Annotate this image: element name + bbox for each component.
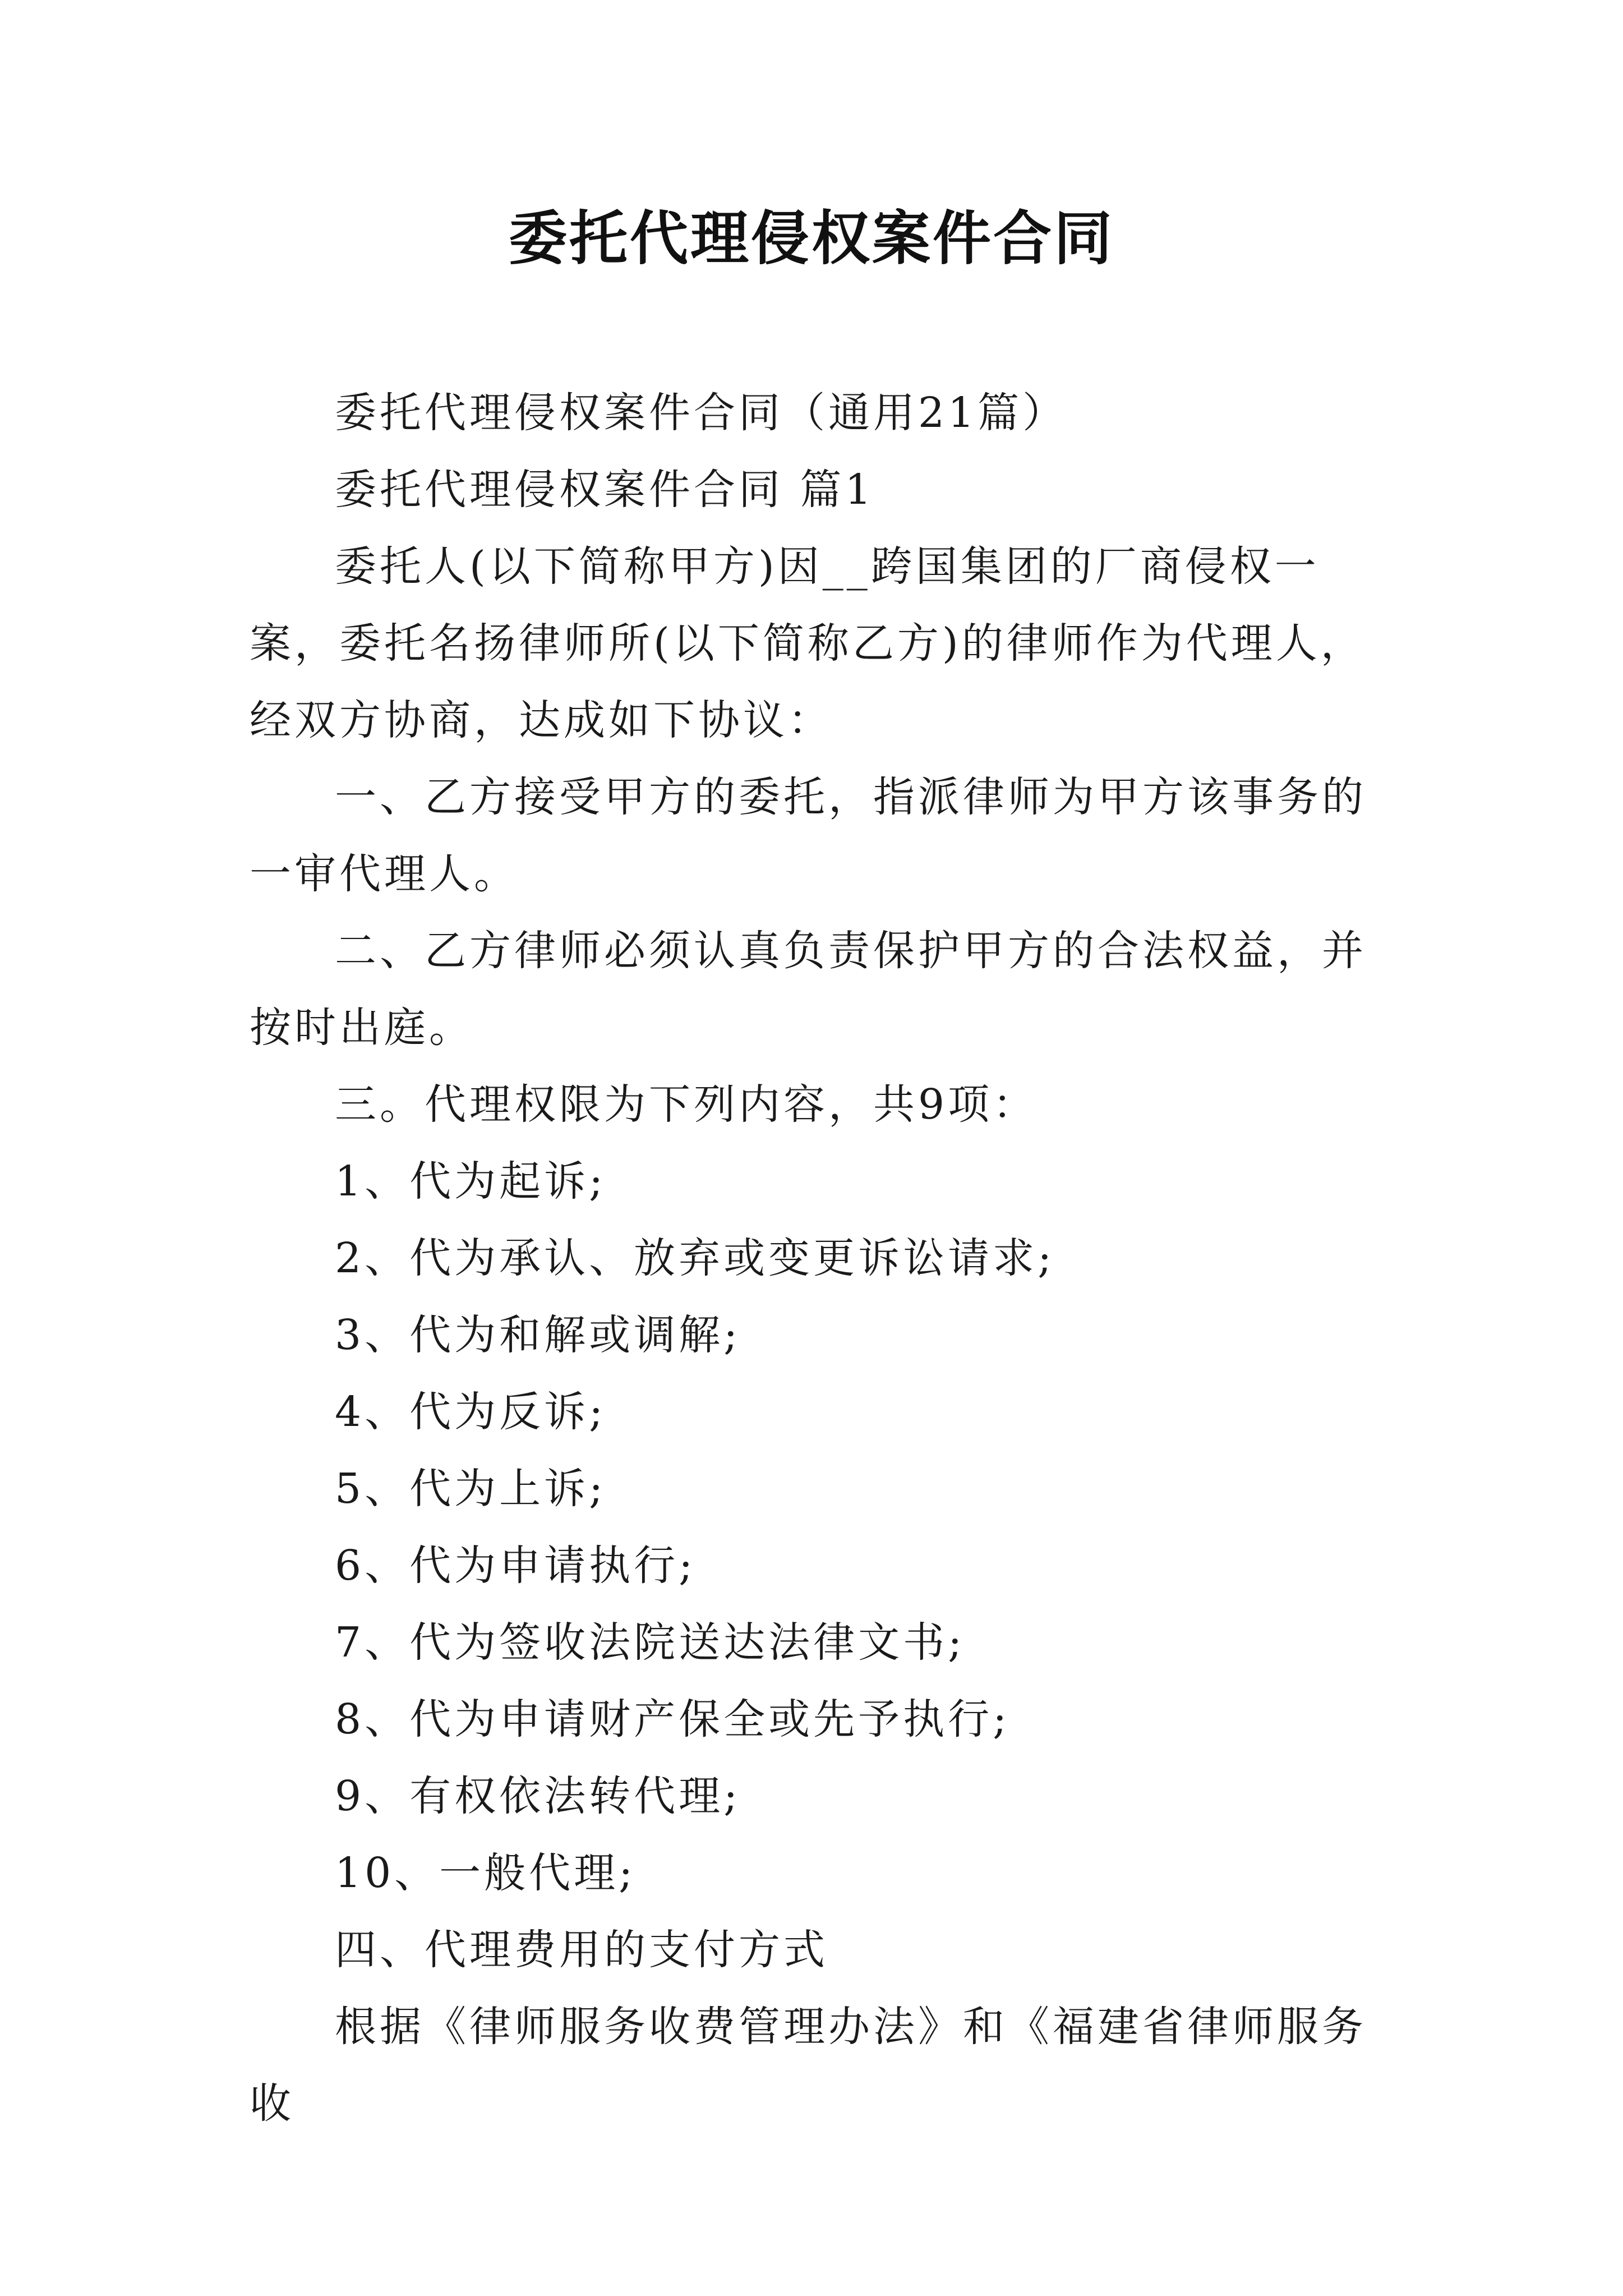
paragraph: 三。代理权限为下列内容，共9项： <box>335 1080 1038 1129</box>
list-item: 1、代为起诉; <box>335 1157 607 1205</box>
paragraph: 二、乙方律师必须认真负责保护甲方的合法权益，并按时出庭。 <box>250 927 1367 1052</box>
paragraph: 委托人(以下简称甲方)因__跨国集团的厂商侵权一案，委托名扬律师所(以下简称乙方)的律师作为代理人，经双方协商，达成如下协议： <box>250 542 1366 744</box>
paragraph: 根据《律师服务收费管理办法》和《福建省律师服务收 <box>250 2003 1367 2128</box>
section-heading: 四、代理费用的支付方式 <box>335 1926 828 1974</box>
list-item: 5、代为上诉; <box>335 1465 607 1513</box>
list-item: 6、代为申请执行; <box>335 1542 697 1590</box>
paragraph: 一、乙方接受甲方的委托，指派律师为甲方该事务的一审代理人。 <box>250 773 1367 898</box>
list-item: 9、有权依法转代理; <box>335 1772 741 1820</box>
list-item: 10、一般代理; <box>335 1849 637 1897</box>
list-item: 7、代为签收法院送达法律文书; <box>335 1618 966 1667</box>
list-item: 8、代为申请财产保全或先予执行; <box>335 1695 1011 1743</box>
list-item: 3、代为和解或调解; <box>335 1311 741 1359</box>
paragraph: 委托代理侵权案件合同（通用21篇） <box>335 389 1068 437</box>
list-item: 2、代为承认、放弃或变更诉讼请求; <box>335 1234 1055 1282</box>
paragraph: 委托代理侵权案件合同 篇1 <box>335 466 875 514</box>
document-title: 委托代理侵权案件合同 <box>508 204 1114 273</box>
list-item: 4、代为反诉; <box>335 1388 607 1436</box>
document-body <box>250 375 1382 2142</box>
